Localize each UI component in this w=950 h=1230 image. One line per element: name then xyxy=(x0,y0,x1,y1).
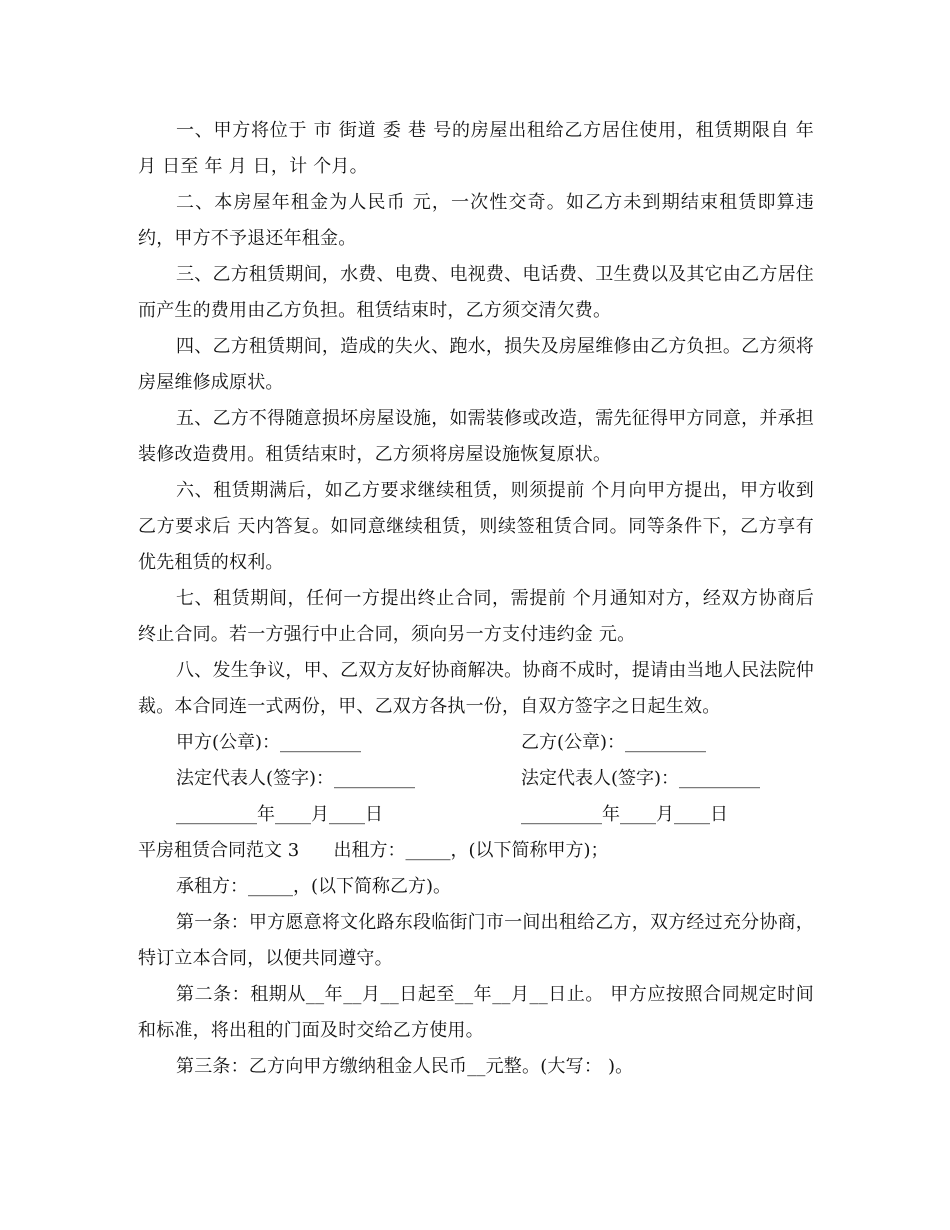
clause-7: 七、租赁期间，任何一方提出终止合同，需提前 个月通知对方，经双方协商后终止合同。若一方强行中止合同，须向另一方支付违约金 元。 xyxy=(138,588,814,645)
clause-4: 四、乙方租赁期间，造成的失火、跑水，损失及房屋维修由乙方负担。乙方须将房屋维修成原状。 xyxy=(138,336,814,393)
clause-6: 六、租赁期满后，如乙方要求继续租赁，则须提前 个月向甲方提出，甲方收到乙方要求后 天内答复。如同意继续租赁，则续签租赁合同。同等条件下，乙方享有优先租赁的权利。 xyxy=(138,480,814,573)
template3-clause-3: 第三条：乙方向甲方缴纳租金人民币__元整。(大写： )。 xyxy=(176,1056,634,1077)
signature-rep-row xyxy=(138,761,814,797)
party-a-seal: 甲方(公章)：_________ xyxy=(176,732,362,753)
template3-clause-1: 第一条：甲方愿意将文化路东段临街门市一间出租给乙方，双方经过充分协商，特订立本合同，以便共同遵守。 xyxy=(138,912,814,969)
template3-clause-2: 第二条：租期从__年__月__日起至__年__月__日止。 甲方应按照合同规定时间和标准，将出租的门面及时交给乙方使用。 xyxy=(138,984,814,1041)
party-b-date: _________年____月____日 xyxy=(521,804,728,825)
clause-1: 一、甲方将位于 市 街道 委 巷 号的房屋出租给乙方居住使用，租赁期限自 年 月 日至 年 月 日，计 个月。 xyxy=(138,120,820,177)
clause-5: 五、乙方不得随意损坏房屋设施，如需装修或改造，需先征得甲方同意，并承担装修改造费用。租赁结束时，乙方须将房屋设施恢复原状。 xyxy=(138,408,814,465)
signature-seal-row xyxy=(138,725,814,761)
party-a-representative: 法定代表人(签字)：_________ xyxy=(176,768,416,789)
party-b-representative: 法定代表人(签字)：_________ xyxy=(521,768,761,789)
clause-3: 三、乙方租赁期间，水费、电费、电视费、电话费、卫生费以及其它由乙方居住而产生的费用由乙方负担。租赁结束时，乙方须交清欠费。 xyxy=(138,264,814,321)
party-a-date: _________年____月____日 xyxy=(176,804,383,825)
template3-title-line: 平房租赁合同范文 3 出租方：_____，(以下简称甲方)； xyxy=(138,840,609,861)
clause-2: 二、本房屋年租金为人民币 元，一次性交奇。如乙方未到期结束租赁即算违约，甲方不予退还年租金。 xyxy=(138,192,814,249)
signature-date-row xyxy=(138,797,814,833)
template3-lessee-line: 承租方：_____，(以下简称乙方)。 xyxy=(176,876,452,897)
document-body xyxy=(138,113,820,1085)
party-b-seal: 乙方(公章)：_________ xyxy=(521,732,707,753)
clause-8: 八、发生争议，甲、乙双方友好协商解决。协商不成时，提请由当地人民法院仲裁。本合同连一式两份，甲、乙双方各执一份，自双方签字之日起生效。 xyxy=(138,660,814,717)
